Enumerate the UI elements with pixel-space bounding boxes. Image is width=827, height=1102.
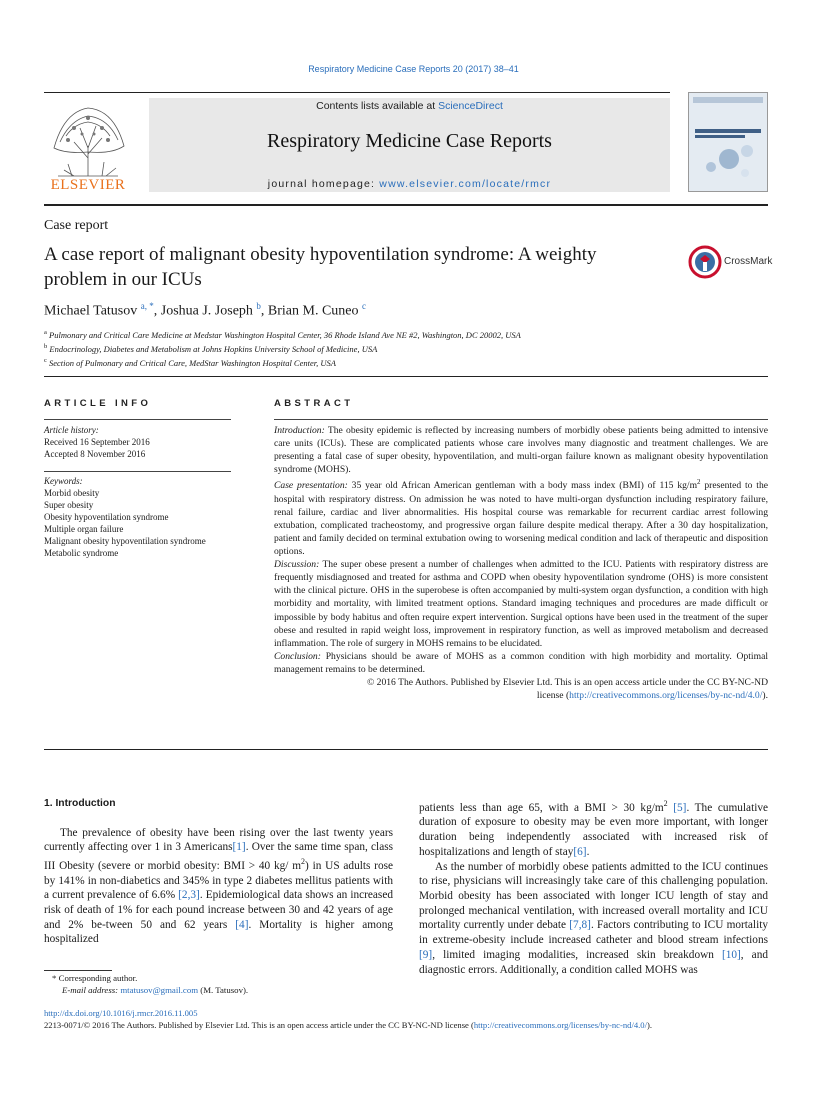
affiliations [44,327,521,370]
author-sep: , [153,303,161,319]
homepage-link[interactable]: www.elsevier.com/locate/rmcr [379,178,552,190]
intro-paragraph-1 [44,826,393,947]
email-link[interactable]: mtatusov@gmail.com [120,985,199,996]
affiliation-item [44,341,521,355]
abstract-conclusion [274,650,768,676]
affiliation-text: Pulmonary and Critical Care Medicine at Medstar Washington Hospital Center, 36 Rhode Island Ave NE #2, Washington, DC 20002, USA [49,329,521,340]
author-list [44,301,366,320]
journal-title: Respiratory Medicine Case Reports [267,130,552,152]
footnote-rule [44,970,112,971]
article-history [44,424,231,460]
received-date: Received 16 September 2016 [44,437,150,447]
abstract-discussion [274,558,768,650]
keyword-item: Malignant obesity hypoventilation syndrome [44,536,206,546]
author-affil-sup[interactable]: b [256,301,261,311]
homepage-prefix: journal homepage: [267,178,380,190]
abstract-introduction [274,424,768,476]
copyright-text: © 2016 The Authors. Published by Elsevier Ltd. This is an open access article under the CC BY-NC-ND [366,676,768,688]
abstract-text: The obesity epidemic is reflected by increasing numbers of morbidly obese patients being admitted to intensive care units (ICUs). These are complicated patients whose care involves many diagnostic and treatment challenges. We are presenting a fatal case of super obesity, hypoventilation, and multi-organ failure known as malignant obesity hypoventilation syndrome (MOHS). [274,425,768,476]
intro-paragraph-1-cont [419,797,768,860]
history-label: Article history: [44,425,99,435]
author-affil-sup[interactable]: c [362,301,367,311]
body-text: . Epidemiological data shows an increased risk of death of 1% for each pound increase between 30 and 42 years of age and 2% be-tween 50 and 62 years [44,889,393,931]
citation-ref[interactable]: [6] [573,845,587,858]
abstract-text: presented to the hospital with respiratory distress. On admission he was noted to have multi-organ dysfunction including respiratory failure, renal failure, cardiac and liver abnormalities. His hospital course was remarkable for recurrent cardiac arrest following extubation, complicated tracheostomy, and progressive organ failure despite medical therapy. After a 30 day hospitalization, patient and family decided on terminal extubation owing to worsening medical condition and lack of therapeutic and disposition options. [274,480,769,558]
citation-ref[interactable]: [10] [721,948,741,961]
body-text: ) in US adults rose by 141% in non-diabetics and 345% in type 2 diabetes mellitus patients with a current prevalence of 6.6% [44,859,393,902]
keyword-item: Metabolic syndrome [44,548,119,558]
citation-ref[interactable]: [9] [419,948,433,961]
abstract-heading: ABSTRACT [274,398,354,409]
contents-prefix: Contents lists available at [316,100,439,112]
keywords-label: Keywords: [44,476,83,486]
author-name: Michael Tatusov [44,303,138,319]
citation-ref[interactable]: [7,8] [569,919,591,932]
body-right-column [419,797,768,977]
superscript: 2 [663,799,668,808]
license-suffix: ). [762,690,768,702]
affiliation-item [44,355,521,369]
affiliation-text: Section of Pulmonary and Critical Care, MedStar Washington Hospital Center, USA [49,358,336,369]
author-name: Brian M. Cuneo [267,303,359,319]
keyword-item: Super obesity [44,500,94,510]
abstract-copyright [274,676,768,702]
body-left-column [44,797,393,947]
header-bottom-rule [44,204,768,206]
license-link[interactable]: http://creativecommons.org/licenses/by-nc-nd/4.0/ [569,690,763,702]
abstract-bottom-rule [44,749,768,750]
crossmark-badge[interactable] [688,245,778,279]
introduction-heading: 1. Introduction [44,798,116,809]
footnote-marker: * [52,973,57,983]
body-text: As the number of morbidly obese patients admitted to the ICU continues to rise, physicians will increasingly take care of this challenging population. Morbid obesity has been associated with longer ICU length of stay and prolonged mechanical ventilation, with increased overall mortality and ICU mortality currently under debate [419,860,768,932]
affiliation-sup: c [44,357,47,365]
abstract-text: 35 year old African American gentleman with a body mass index (BMI) of 115 kg/m [347,480,698,492]
abstract-label: Discussion: [274,559,320,571]
keywords [44,475,231,559]
email-label: E-mail address: [62,985,121,996]
article-info-heading: ARTICLE INFO [44,398,152,409]
abstract-label: Case presentation: [274,480,348,492]
crossmark-icon [688,245,722,279]
body-text: The prevalence of obesity have been rising over the last twenty years currently affecting over 1 in 3 Americans [44,826,393,854]
keyword-item: Morbid obesity [44,488,100,498]
body-text: , and diagnostic errors. Additionally, a condition called MOHS was [419,948,768,976]
journal-cover-thumbnail[interactable] [688,92,768,192]
abstract-label: Introduction: [274,425,325,436]
contents-line [149,100,670,112]
sciencedirect-link[interactable]: ScienceDirect [438,100,503,112]
intro-paragraph-2 [419,860,768,978]
body-text: patients less than age 65, with a BMI > 30 kg/m [419,801,664,814]
abstract-label: Conclusion: [274,650,321,662]
corresponding-footnote [44,972,404,997]
license-link-bottom[interactable]: http://creativecommons.org/licenses/by-nc-nd/4.0/ [473,1019,647,1030]
abstract-body [274,424,768,702]
keyword-item: Obesity hypoventilation syndrome [44,512,169,522]
homepage-line [149,178,670,190]
abstract-text: The super obese present a number of challenges when admitted to the ICU. Patients with respiratory distress are frequently misdiagnosed and treated for asthma and COPD when obesity hypoventilation syndrome (OHS) is more consistent with the clinical picture. OHS in the superobese is often accompanied by multi-system organ dysfunction, a condition with high morbidity and mortality, with limited treatment options. Standard imaging techniques and procedures are made difficult or impossible by body habitus and often require expert intervention. Surgical options have been used in the treatment of the super obese and resulted in rapid weight loss, improvement in respiratory function, as well as improved metabolism and decreased inflammation. The role of surgery in MOHS remains to be elucidated. [274,559,768,649]
citation-ref[interactable]: [4] [235,918,249,931]
citation-ref[interactable]: [5] [667,801,687,814]
affiliation-text: Endocrinology, Diabetes and Metabolism at Johns Hopkins University School of Medicine, USA [49,344,378,355]
crossmark-label: CrossMark [724,256,773,267]
citation-ref[interactable]: [2,3] [178,889,200,902]
header-rule [44,92,670,93]
article-info-rule [44,471,231,472]
abstract-case [274,476,768,558]
body-text: . [586,845,590,858]
body-text: . The cumulative duration of exposure to obesity may be even more important, with longer duration being independently associated with increased risk of hospitalizations and length of stay [419,801,769,858]
accepted-date: Accepted 8 November 2016 [44,449,146,459]
citation-ref[interactable]: [1] [232,841,246,854]
affiliation-sup: a [44,329,47,336]
email-suffix: (M. Tatusov). [198,985,249,996]
journal-cover-image [689,93,767,191]
article-type: Case report [44,218,109,233]
author-affil-sup[interactable]: a, * [140,301,154,311]
abstract-rule [274,419,768,420]
author-name: Joshua J. Joseph [160,303,253,319]
article-info-rule [44,419,231,420]
body-text: . Mortality is higher among hospitalized [44,918,393,946]
superscript: 2 [697,478,701,487]
license-prefix: license ( [536,690,570,702]
author-sep: , [260,303,268,319]
affiliation-sup: b [44,343,48,351]
issn-suffix: ). [646,1019,652,1030]
footnote-text: Corresponding author. [56,973,138,983]
doi-link[interactable]: http://dx.doi.org/10.1016/j.rmcr.2016.11.005 [44,1008,198,1018]
page-bottom-info [44,1008,784,1031]
section-rule [44,376,768,377]
issn-text: 2213-0071/© 2016 The Authors. Published by Elsevier Ltd. This is an open access article under the CC BY-NC-ND license ( [44,1019,474,1030]
body-text: , limited imaging modalities, increased skin breakdown [432,948,722,961]
keyword-item: Multiple organ failure [44,524,124,534]
body-text: . Over the same time span, class III Obesity (severe or morbid obesity: BMI > 40 kg/ m [44,841,393,872]
superscript: 2 [301,857,306,867]
body-text: . Factors contributing to ICU mortality in extreme-obesity include increased catheter and blood stream infections [419,919,768,947]
journal-citation[interactable]: Respiratory Medicine Case Reports 20 (2017) 38–41 [308,64,519,74]
abstract-text: Physicians should be aware of MOHS as a common condition with high morbidity and mortality. Optimal management remains to be determined. [274,650,768,675]
article-title: A case report of malignant obesity hypoventilation syndrome: A weighty problem in our ICUs [44,244,597,290]
elsevier-wordmark: ELSEVIER [50,177,126,193]
affiliation-item [44,327,521,341]
